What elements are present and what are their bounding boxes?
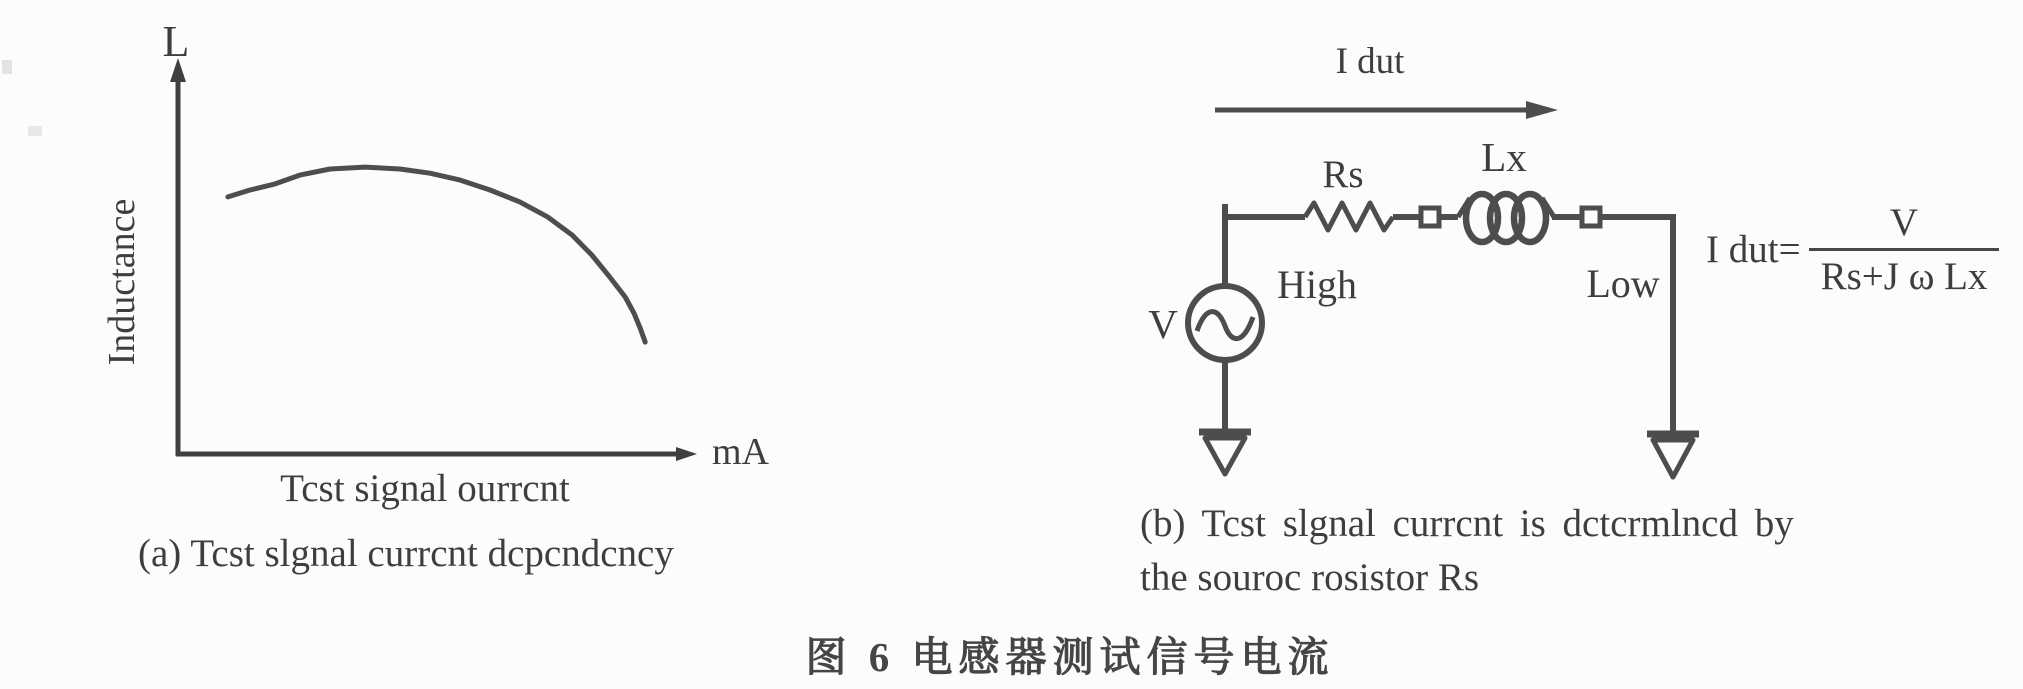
formula-lhs: I dut= [1706,228,1801,271]
current-arrow [1215,101,1558,119]
sine-wave-icon [1197,312,1253,339]
figure-caption: 图 6 电感器测试信号电流 [805,634,1335,680]
terminal-square-high [1421,208,1439,226]
formula-fraction [1809,200,2000,299]
panel-b-caption [1140,501,1794,600]
y-axis-label: Inductance [101,198,143,366]
ground-symbol-right [1647,434,1699,477]
circuit-wires [1222,204,1676,433]
x-axis-arrowhead-icon [676,447,697,461]
current-arrowhead-icon [1526,101,1558,119]
source-label: V [1148,301,1178,347]
panel-a-chart [0,0,820,620]
ground-symbol-left [1199,432,1251,474]
y-axis-symbol: L [162,17,190,66]
panel-b-caption-line1: (b) Tcst slgnal currcnt is dctcrmlncd by [1140,502,1794,545]
inductor-symbol [1458,194,1554,242]
current-arrow-label: I dut [1335,41,1405,82]
high-terminal-label: High [1277,262,1357,307]
formula-denominator: Rs+J ω Lx [1809,248,2000,299]
low-terminal-label: Low [1586,261,1660,306]
panel-a-caption: (a) Tcst slgnal currcnt dcpcndcncy [138,532,674,575]
x-axis-unit: mA [712,431,769,473]
formula-numerator: V [1889,201,1919,244]
panel-b-caption-line2: the souroc rosistor Rs [1140,556,1480,599]
inductance-curve [228,167,645,342]
resistor-symbol [1305,203,1393,230]
x-axis-label: Tcst signal ourrcnt [280,467,570,510]
inductor-label: Lx [1481,134,1527,180]
current-formula [1706,200,1999,299]
panel-b-circuit [900,0,2023,689]
resistor-label: Rs [1322,153,1364,196]
terminal-square-low [1582,208,1600,226]
